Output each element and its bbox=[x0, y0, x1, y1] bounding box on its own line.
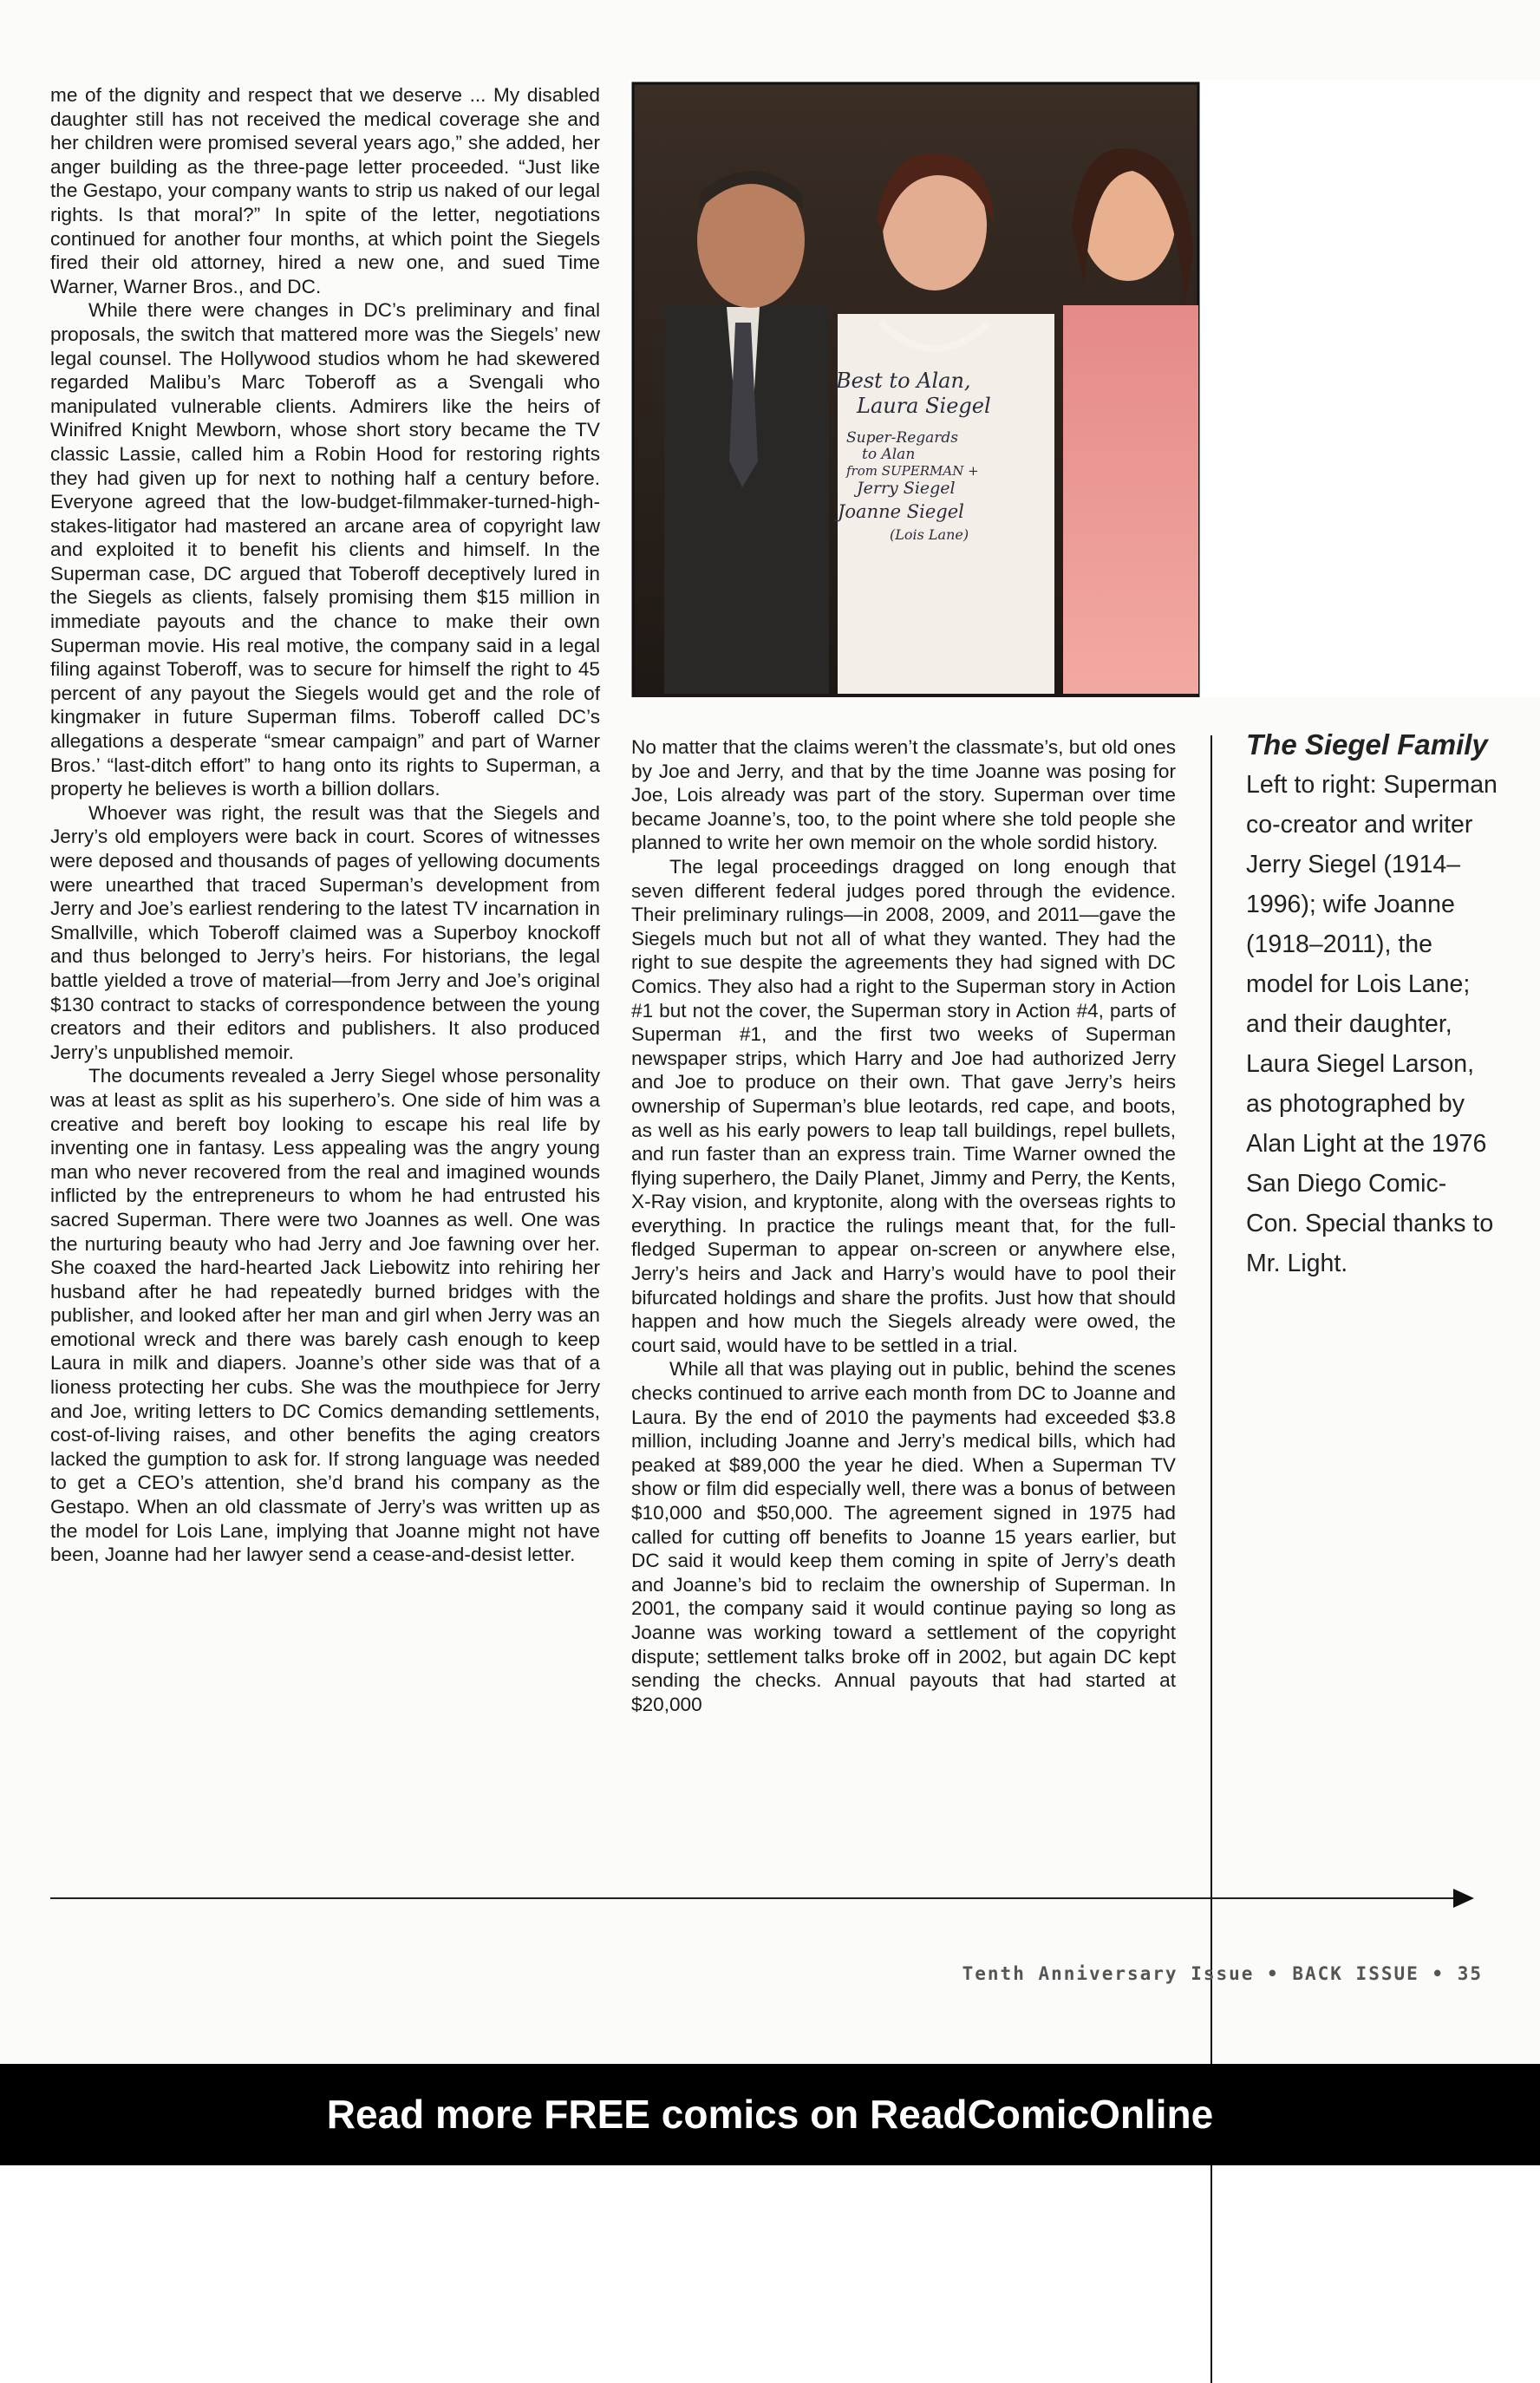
autograph-line: Super-Regards bbox=[846, 429, 959, 447]
promo-banner[interactable]: Read more FREE comics on ReadComicOnline bbox=[0, 2064, 1540, 2165]
paragraph: While all that was playing out in public, behind the scenes checks continued to arrive each month from DC to Joanne and Laura. By the end of 2010 the payments had exceeded $3.8 million, including Joanne and Jerry’s medical bills, which had peaked at $89,000 the year he died. When a Superman TV show or film did especially well, there was a bonus of between $10,000 and $50,000. The agreement signed in 1975 had called for cutting off benefits to Joanne 15 years earlier, but DC said it would keep them coming in spite of Jerry’s death and Joanne’s bid to reclaim the ownership of Superman. In 2001, the company said it would continue paying so long as Joanne was working toward a settlement of the copyright dispute; settlement talks broke off in 2002, but again DC kept sending the checks. Annual payouts that had started at $20,000 bbox=[631, 1358, 1176, 1715]
page-footer: Tenth Anniversary Issue • BACK ISSUE • 35 bbox=[962, 1963, 1483, 1984]
paragraph: The legal proceedings dragged on long enough that seven different federal judges pored through the evidence. Their preliminary rulings—in 2008, 2009, and 2011—gave the Siegels much but not all of what they wanted. They had the right to sue despite the agreements they had signed with DC Comics. They also had a right to the Superman story in Action #1 but not the cover, the Superman story in Action #4, parts of Superman #1, and the first two weeks of Superman newspaper strips, which Harry and Joe had authorized Jerry and Joe to produce on their own. That gave Jerry’s heirs ownership of Superman’s blue leotards, red cape, and boots, as well as his early powers to leap tall buildings, repel bullets, and run faster than an express train. Time Warner owned the flying superhero, the Daily Planet, Jimmy and Perry, the Kents, X-Ray vision, and kryptonite, along with the overseas rights to everything. In practice the rulings meant that, for the full-fledged Superman to appear on-screen or anywhere else, Jerry’s heirs and Jack and Harry’s would have to pool their bifurcated holdings and share the profits. Just how that should happen and how much the Siegels already were owed, the court said, would have to be settled in a trial. bbox=[631, 855, 1176, 1356]
autograph-line: Laura Siegel bbox=[857, 394, 991, 418]
autograph-line: from SUPERMAN + bbox=[846, 463, 979, 479]
autograph-line: Best to Alan, bbox=[836, 369, 971, 393]
paragraph: While there were changes in DC’s preliminary and final proposals, the switch that mattered more was the Siegels’ new legal counsel. The Hollywood studios whom he had skewered regarded Malibu’s Marc Toberoff as a Svengali who manipulated vulnerable clients. Admirers like the heirs of Winifred Knight Mewborn, whose short story became the TV classic Lassie, called him a Robin Hood for restoring rights they had given up for next to nothing half a century before. Everyone agreed that the low-budget-filmmaker-turned-high-stakes-litigator had mastered an arcane area of copyright law and exploited it to benefit his clients and himself. In the Superman case, DC argued that Toberoff deceptively lured in the Siegels as clients, falsely promising them $15 million in immediate payouts and the chance to make their own Superman movie. His real motive, the company said in a legal filing against Toberoff, was to secure for himself the right to 45 percent of any payout the Siegels would get and the role of kingmaker in future Superman films. Toberoff called DC’s allegations a desperate “smear campaign” and part of Warner Bros.’ “last-ditch effort” to hang onto its rights to Superman, a property he believes is worth a billion dollars. bbox=[50, 299, 600, 800]
autograph-line: to Alan bbox=[862, 446, 916, 463]
autograph-line: Jerry Siegel bbox=[857, 479, 956, 498]
photo-illustration bbox=[630, 80, 1540, 697]
caption-title: The Siegel Family bbox=[1246, 728, 1488, 761]
paragraph: The documents revealed a Jerry Siegel whose personality was at least as split as his superhero’s. One side of him was a creative and bereft boy looking to escape his real life by inventing one in fantasy. Less appealing was the angry young man who never recovered from the real and imagined wounds inflicted by the entrepreneurs to whom he had entrusted his sacred Superman. There were two Joannes as well. One was the nurturing beauty who had Jerry and Joe fawning over her. She coaxed the hard-hearted Jack Liebowitz into rehiring her husband after he had repeatedly burned bridges with the publisher, and looked after her man and girl when Jerry was an emotional wreck and there was barely cash enough to keep Laura in milk and diapers. Joanne’s other side was that of a lioness protecting her cubs. She was the mouthpiece for Jerry and Joe, writing letters to DC Comics demanding settlements, cost-of-living raises, and other benefits the aging creators lacked the gumption to ask for. If strong language was needed to get a CEO’s attention, she’d brand his company as the Gestapo. When an old classmate of Jerry’s was written up as the model for Lois Lane, implying that Joanne might not have been, Joanne had her lawyer send a cease-and-desist letter. bbox=[50, 1065, 600, 1566]
paragraph: Whoever was right, the result was that the Siegels and Jerry’s old employers were back in court. Scores of witnesses were deposed and thousands of pages of yellowing documents were unearthed that traced Superman’s development from Jerry and Joe’s earliest rendering to the latest TV incarnation in Smallville, which Toberoff claimed was a Superboy knockoff and thus belonged to Jerry’s heirs. For historians, the legal battle yielded a trove of material—from Jerry and Joe’s original $130 contract to stacks of correspondence between the young creators and their editors and publishers. It also produced Jerry’s unpublished memoir. bbox=[50, 801, 600, 1063]
continue-rule bbox=[50, 1897, 1455, 1899]
paragraph: me of the dignity and respect that we deserve ... My disabled daughter still has not received the medical coverage she and her children were promised several years ago,” she added, her anger building as the three-page letter proceeded. “Just like the Gestapo, your company wants to strip us naked of our legal rights. Is that moral?” In spite of the letter, negotiations continued for another four months, at which point the Siegels fired their old attorney, hired a new one, and sued Time Warner, Warner Bros., and DC. bbox=[50, 84, 600, 297]
autograph-line: Joanne Siegel bbox=[838, 501, 964, 522]
photo-caption bbox=[1246, 725, 1498, 1283]
article-column-2 bbox=[631, 735, 1176, 1716]
caption-body: Left to right: Superman co-creator and writer Jerry Siegel (1914–1996); wife Joanne (1918–2011), the model for Lois Lane; and their daughter, Laura Siegel Larson, as photographed by Alan Light at the 1976 San Diego Comic-Con. Special thanks to Mr. Light. bbox=[1246, 771, 1498, 1277]
siegel-family-photo bbox=[630, 80, 1540, 697]
paragraph: No matter that the claims weren’t the classmate’s, but old ones by Joe and Jerry, and that by the time Joanne was posing for Joe, Lois already was part of the story. Superman over time became Joanne’s, too, to the point where she told people she planned to write her own memoir on the whole sordid history. bbox=[631, 736, 1176, 854]
continue-arrow-icon bbox=[1453, 1889, 1474, 1908]
article-column-1 bbox=[50, 83, 600, 1567]
autograph-line: (Lois Lane) bbox=[890, 526, 969, 543]
